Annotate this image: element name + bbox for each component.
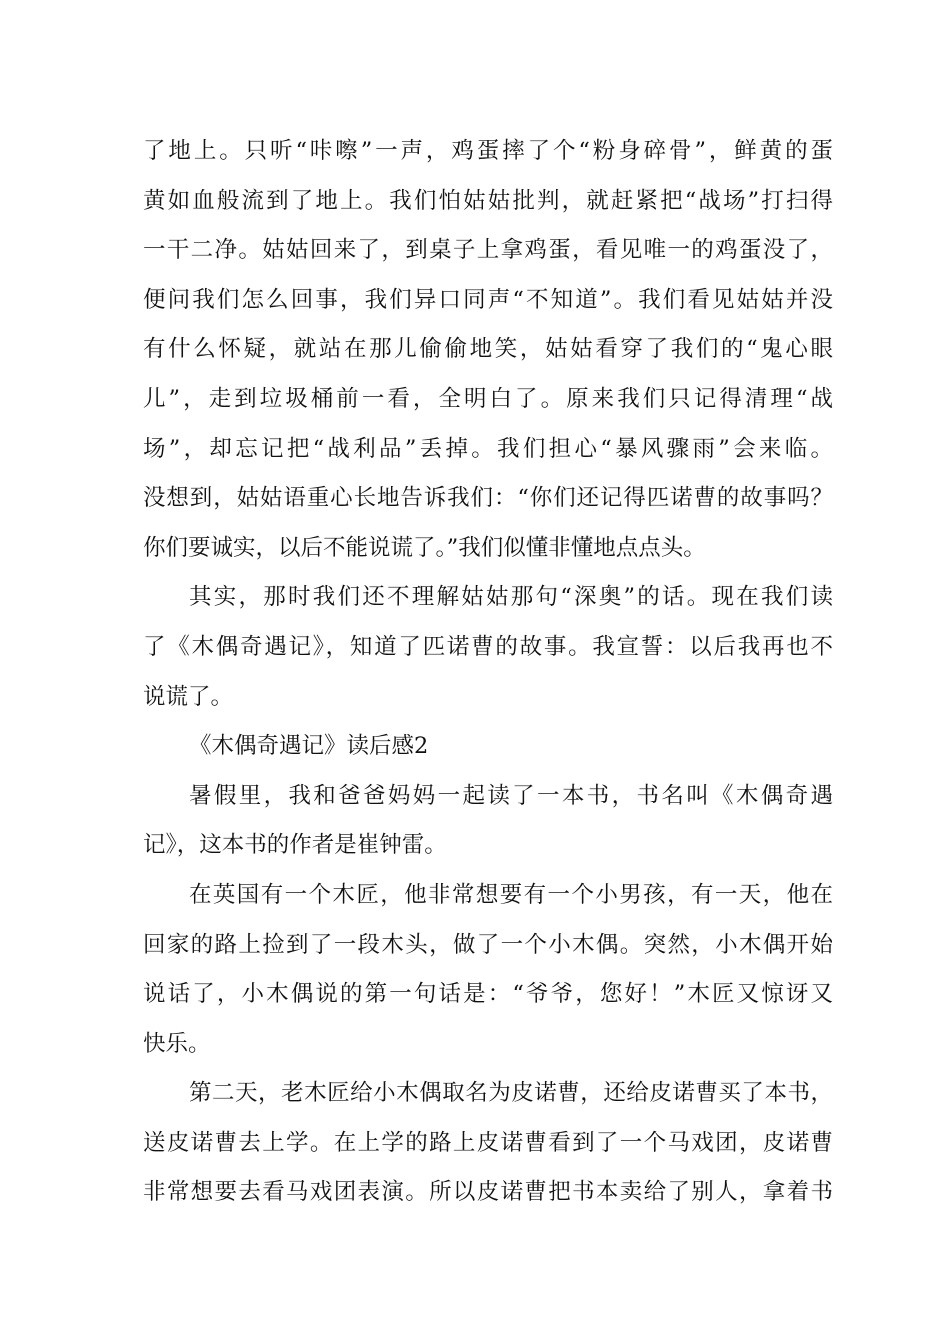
text-line: 一干二净。姑姑回来了，到桌子上拿鸡蛋，看见唯一的鸡蛋没了， [143,237,833,264]
text-line: 回家的路上捡到了一段木头，做了一个小木偶。突然，小木偶开始 [143,931,833,958]
text-line: 了《木偶奇遇记》，知道了匹诺曹的故事。我宣誓：以后我再也不 [143,633,833,660]
text-line: 你们要诚实，以后不能说谎了。”我们似懂非懂地点点头。 [143,534,706,561]
text-line: 便问我们怎么回事，我们异口同声“不知道”。我们看见姑姑并没 [143,286,833,313]
paragraph-start-line: 其实，那时我们还不理解姑姑那句“深奥”的话。现在我们读 [189,584,833,611]
text-line: 儿”，走到垃圾桶前一看，全明白了。原来我们只记得清理“战 [143,385,833,412]
text-line: 送皮诺曹去上学。在上学的路上皮诺曹看到了一个马戏团，皮诺曹 [143,1129,833,1156]
body-text [143,127,833,1218]
text-line: 有什么怀疑，就站在那儿偷偷地笑，姑姑看穿了我们的“鬼心眼 [143,336,833,363]
text-line: 说谎了。 [143,683,234,710]
text-line: 说话了，小木偶说的第一句话是：“爷爷，您好！”木匠又惊讶又 [143,981,833,1008]
section-heading: 《木偶奇遇记》读后感2 [189,733,429,760]
text-line: 黄如血般流到了地上。我们怕姑姑批判，就赶紧把“战场”打扫得 [143,187,833,214]
paragraph-start-line: 暑假里，我和爸爸妈妈一起读了一本书，书名叫《木偶奇遇 [189,782,833,809]
text-line: 记》，这本书的作者是崔钟雷。 [143,832,447,859]
text-line: 没想到，姑姑语重心长地告诉我们：“你们还记得匹诺曹的故事吗？ [143,485,833,512]
paragraph-start-line: 在英国有一个木匠，他非常想要有一个小男孩，有一天，他在 [189,881,833,908]
text-line: 场”，却忘记把“战利品”丢掉。我们担心“暴风骤雨”会来临。 [143,435,833,462]
paragraph-start-line: 第二天，老木匠给小木偶取名为皮诺曹，还给皮诺曹买了本书， [189,1080,833,1107]
text-line: 了地上。只听“咔嚓”一声，鸡蛋摔了个“粉身碎骨”，鲜黄的蛋 [143,138,833,164]
text-line: 非常想要去看马戏团表演。所以皮诺曹把书本卖给了别人，拿着书 [143,1179,833,1206]
text-line: 快乐。 [143,1030,211,1057]
